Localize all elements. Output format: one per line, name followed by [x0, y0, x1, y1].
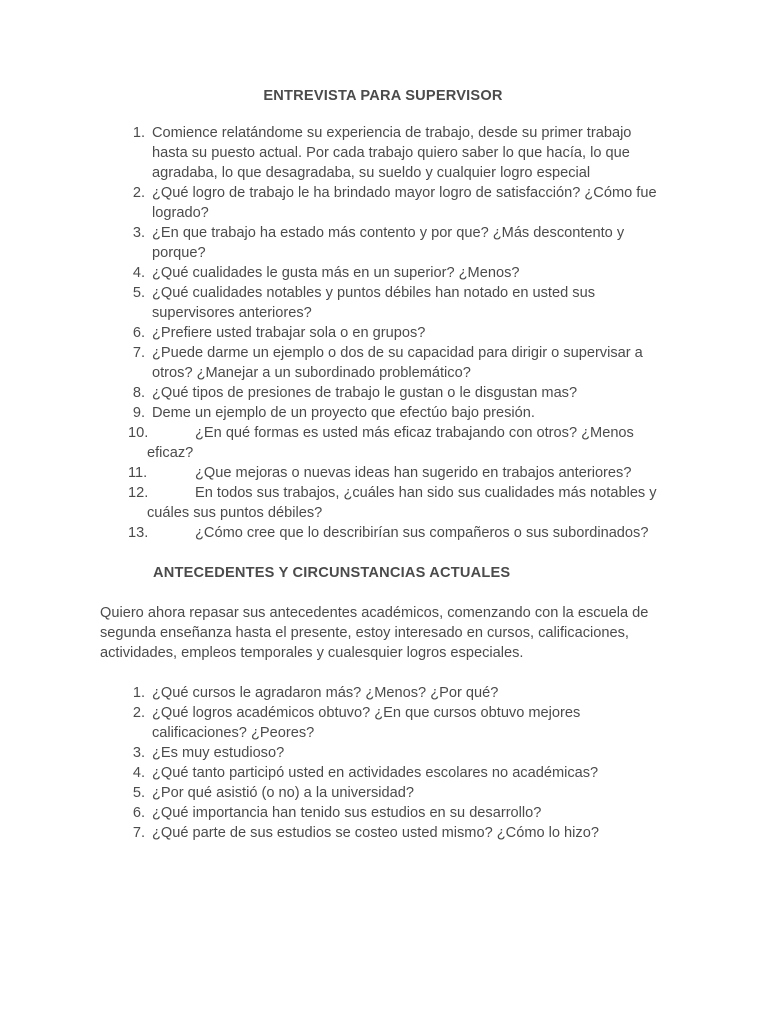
list-item-number: 10. [128, 425, 149, 441]
list-item [100, 783, 666, 803]
work-experience-list [100, 123, 666, 423]
blank-line [100, 663, 666, 683]
list-item-number: 4. [132, 265, 145, 281]
list-item-text: ¿Puede darme un ejemplo o dos de su capacidad para dirigir o supervisar a otros? ¿Manejar a un subordinado problemático? [152, 345, 643, 381]
list-item [100, 683, 666, 703]
list-item [100, 803, 666, 823]
list-item-number: 6. [132, 325, 145, 341]
list-item-text [147, 483, 666, 523]
list-item-text: ¿Qué importancia han tenido sus estudios en su desarrollo? [152, 805, 542, 821]
list-item-number: 13. [128, 525, 149, 541]
list-item-text [147, 523, 666, 543]
list-item-number: 4. [132, 765, 145, 781]
list-item-text: ¿Es muy estudioso? [152, 745, 285, 761]
list-item-text [147, 463, 666, 483]
list-item [100, 343, 666, 383]
list-item-body: ¿Cómo cree que lo describirían sus compañeros o sus subordinados? [195, 525, 649, 541]
blank-line [100, 543, 666, 563]
list-item-number: 2. [132, 185, 145, 201]
list-item-text: Comience relatándome su experiencia de trabajo, desde su primer trabajo hasta su puesto actual. Por cada trabajo quiero saber lo que hacía, lo que agradaba, lo que desagradaba, su sueldo y cualquier logro especial [152, 125, 632, 181]
list-item-text: ¿Prefiere usted trabajar sola o en grupos? [152, 325, 426, 341]
list-item [100, 463, 666, 483]
page-title: ENTREVISTA PARA SUPERVISOR [263, 88, 503, 104]
blank-line [100, 583, 666, 603]
list-item-number: 9. [132, 405, 145, 421]
list-item-number: 2. [132, 705, 145, 721]
list-item [100, 123, 666, 183]
document-content [100, 86, 666, 843]
list-item-text: Deme un ejemplo de un proyecto que efectúo bajo presión. [152, 405, 535, 421]
list-item-number: 1. [132, 685, 145, 701]
list-item [100, 823, 666, 843]
list-item-number: 7. [132, 345, 145, 361]
list-item-text: ¿Qué cualidades notables y puntos débiles han notado en usted sus supervisores anteriores? [152, 285, 595, 321]
list-item [100, 403, 666, 423]
list-item [100, 183, 666, 223]
list-item-text [147, 423, 666, 463]
academic-background-list [100, 683, 666, 843]
list-item [100, 323, 666, 343]
list-item [100, 763, 666, 783]
list-item-text: ¿Qué parte de sus estudios se costeo usted mismo? ¿Cómo lo hizo? [152, 825, 599, 841]
list-item [100, 483, 666, 523]
list-item [100, 383, 666, 403]
list-item-number: 11. [128, 465, 148, 481]
list-item [100, 423, 666, 463]
list-item [100, 223, 666, 263]
list-item-number: 1. [132, 125, 145, 141]
list-item-number: 8. [132, 385, 145, 401]
work-experience-list-continued [100, 423, 666, 543]
section-intro-paragraph: Quiero ahora repasar sus antecedentes académicos, comenzando con la escuela de segunda enseñanza hasta el presente, estoy interesado en cursos, calificaciones, actividades, empleos temporales y cualesquier logros especiales. [100, 605, 649, 661]
list-item [100, 523, 666, 543]
list-item-number: 3. [132, 225, 145, 241]
list-item-text: ¿Qué tanto participó usted en actividades escolares no académicas? [152, 765, 599, 781]
list-item-text: ¿Qué cursos le agradaron más? ¿Menos? ¿Por qué? [152, 685, 499, 701]
section-heading: ANTECEDENTES Y CIRCUNSTANCIAS ACTUALES [153, 565, 511, 581]
list-item-number: 3. [132, 745, 145, 761]
list-item-number: 5. [132, 285, 145, 301]
list-item [100, 703, 666, 743]
list-item-number: 5. [132, 785, 145, 801]
list-item-text: ¿Qué tipos de presiones de trabajo le gustan o le disgustan mas? [152, 385, 578, 401]
list-item-number: 7. [132, 825, 145, 841]
list-item-number: 6. [132, 805, 145, 821]
list-item-body: ¿En qué formas es usted más eficaz trabajando con otros? ¿Menos eficaz? [147, 425, 634, 461]
list-item [100, 743, 666, 763]
list-item-text: ¿Qué cualidades le gusta más en un superior? ¿Menos? [152, 265, 520, 281]
list-item-number: 12. [128, 485, 149, 501]
list-item-text: ¿Qué logros académicos obtuvo? ¿En que cursos obtuvo mejores calificaciones? ¿Peores? [152, 705, 581, 741]
list-item-body: ¿Que mejoras o nuevas ideas han sugerido en trabajos anteriores? [195, 465, 632, 481]
list-item-text: ¿Por qué asistió (o no) a la universidad? [152, 785, 415, 801]
list-item-text: ¿En que trabajo ha estado más contento y por que? ¿Más descontento y porque? [152, 225, 625, 261]
list-item-body: En todos sus trabajos, ¿cuáles han sido sus cualidades más notables y cuáles sus puntos débiles? [147, 485, 657, 521]
list-item [100, 283, 666, 323]
list-item-text: ¿Qué logro de trabajo le ha brindado mayor logro de satisfacción? ¿Cómo fue logrado? [152, 185, 657, 221]
list-item [100, 263, 666, 283]
